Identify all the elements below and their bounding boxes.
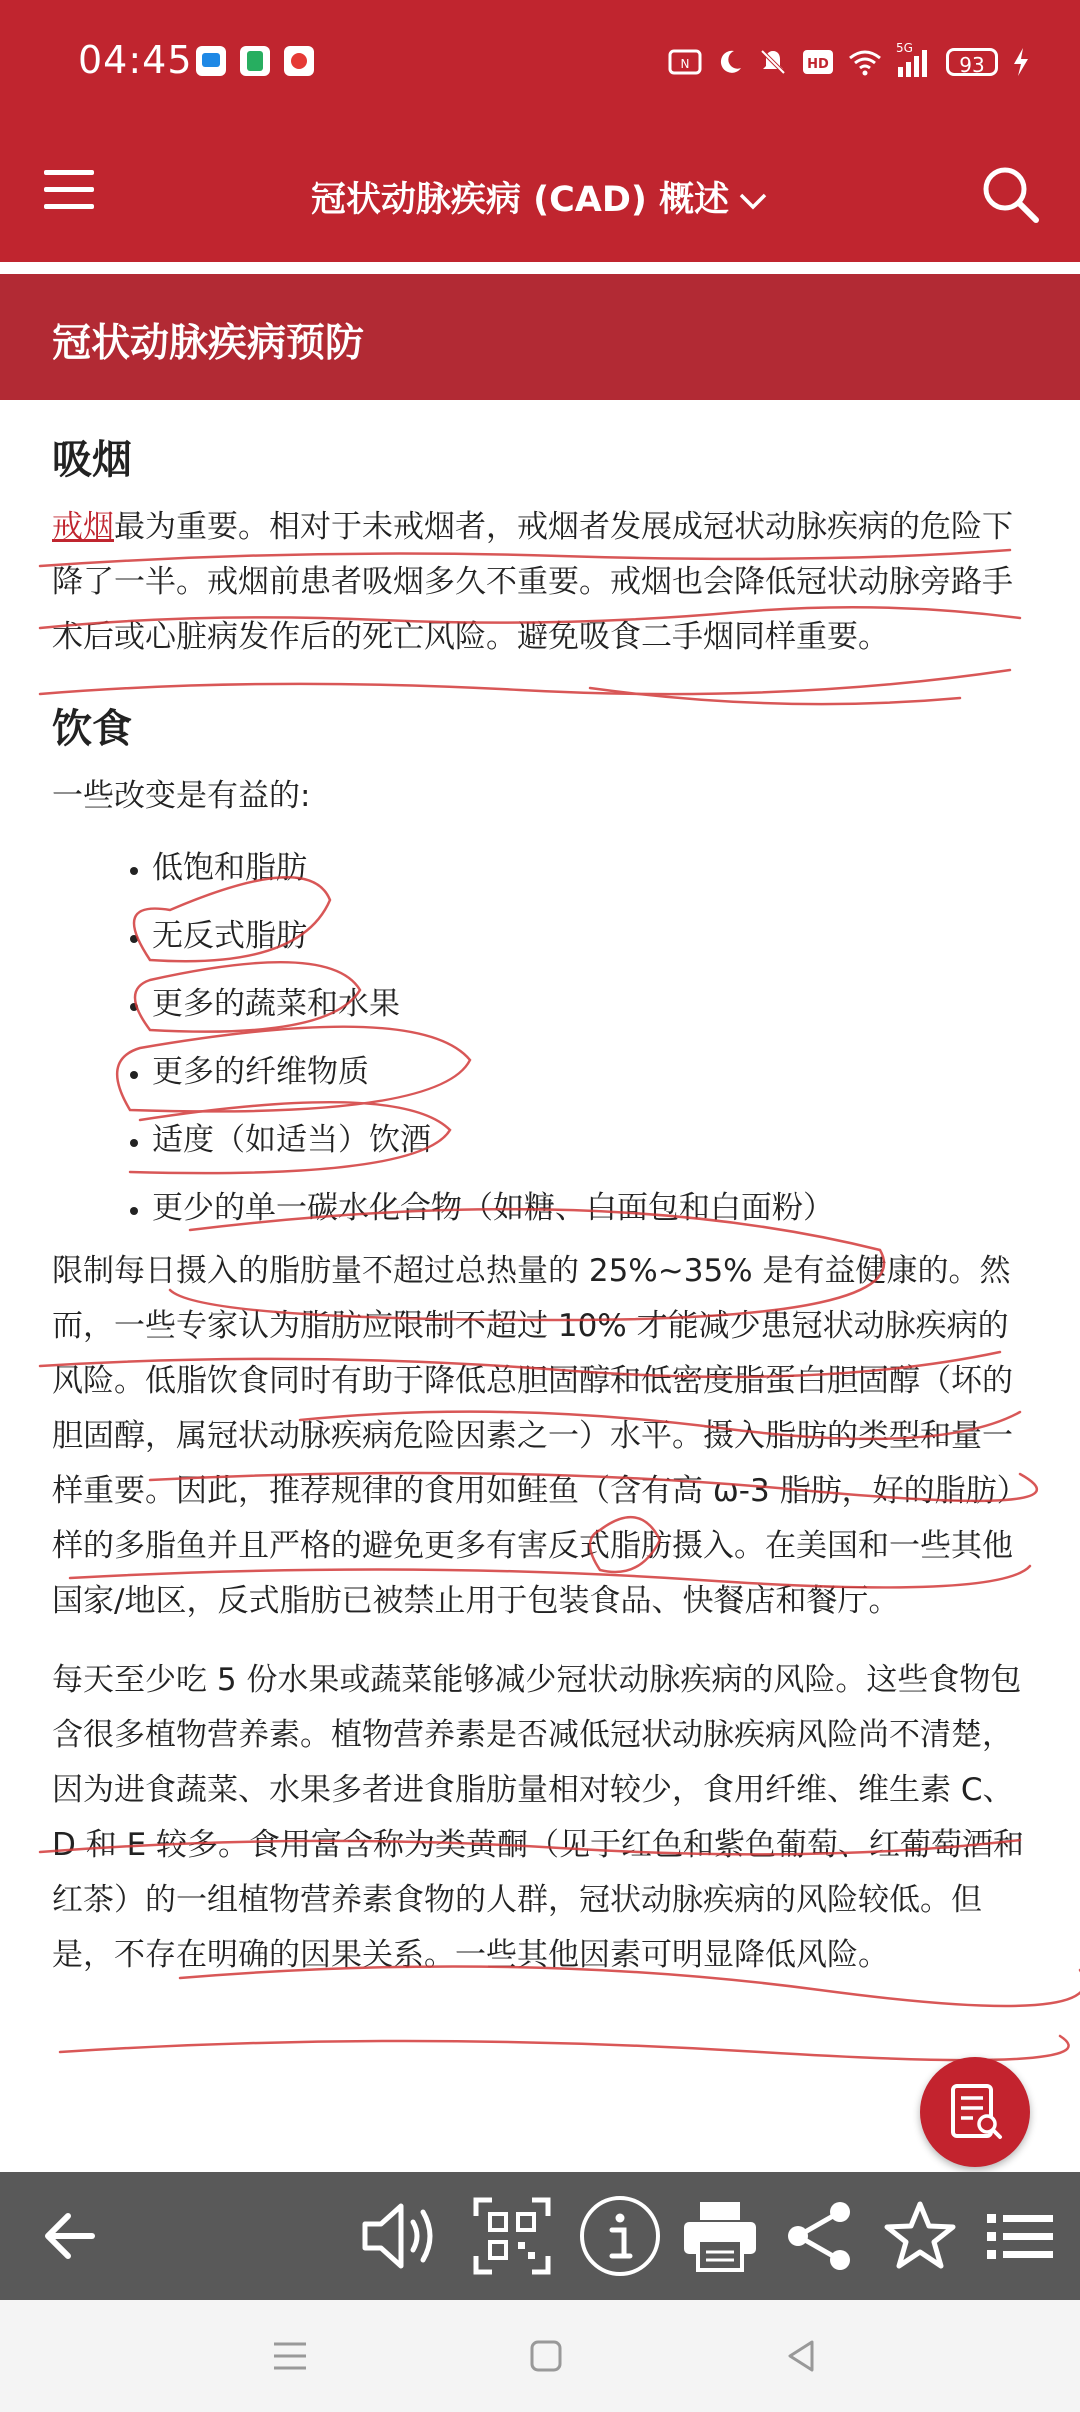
top-bar (0, 0, 1080, 262)
share-button[interactable] (770, 2186, 870, 2286)
quit-smoking-link[interactable]: 戒烟 (52, 509, 114, 545)
bottom-toolbar (0, 2172, 1080, 2300)
nfc-icon (668, 48, 702, 76)
moon-icon (716, 48, 744, 76)
list-item: • 更多的纤维物质 (152, 1038, 1032, 1106)
qr-scan-button[interactable] (462, 2186, 562, 2286)
share-icon (782, 2198, 858, 2274)
notification-app-icon-1 (196, 46, 226, 76)
app-bar (0, 120, 1080, 262)
list-item: • 更多的蔬菜和水果 (152, 970, 1032, 1038)
charging-icon (1012, 47, 1030, 77)
info-icon (578, 2194, 662, 2278)
document-search-icon (943, 2080, 1007, 2144)
status-bar (0, 0, 1080, 120)
back-button[interactable] (20, 2186, 120, 2286)
speaker-icon (357, 2196, 443, 2276)
reader-fab-button[interactable] (920, 2057, 1030, 2167)
list-item: • 无反式脂肪 (152, 902, 1032, 970)
wifi-icon (848, 48, 882, 76)
smoking-heading: 吸烟 (52, 437, 132, 483)
article-content[interactable] (52, 410, 1032, 1993)
app-title: 冠状动脉疾病 (CAD) 概述 (310, 180, 730, 220)
system-back-button[interactable] (772, 2330, 832, 2382)
diet-list (52, 834, 1032, 1242)
svg-text:HD: HD (807, 57, 829, 72)
home-button[interactable] (516, 2330, 576, 2382)
list-item: • 适度（如适当）饮酒 (152, 1106, 1032, 1174)
signal-icon (896, 41, 932, 77)
diet-paragraph-fat: 限制每日摄入的脂肪量不超过总热量的 25%~35% 是有益健康的。然而，一些专家认为脂肪应限制不超过 10% 才能减少患冠状动脉疾病的风险。低脂饮食同时有助于降低总胆固醇和低密度脂蛋白胆固醇（坏的胆固醇，属冠状动脉疾病危险因素之一）水平。摄入脂肪的类型和量一样重要。因此，推荐规律的食用如鲑鱼（含有高 ω-3 脂肪，好的脂肪）样的多脂鱼并且严格的避免更多有害反式脂肪摄入。在美国和一些其他国家/地区，反式脂肪已被禁止用于包装食品、快餐店和餐厅。 (52, 1253, 1028, 1619)
diet-heading: 饮食 (52, 706, 132, 752)
status-time: 04:45 (78, 38, 193, 82)
diet-paragraph-fruit: 每天至少吃 5 份水果或蔬菜能够减少冠状动脉疾病的风险。这些食物包含很多植物营养素。植物营养素是否减低冠状动脉疾病风险尚不清楚，因为进食蔬菜、水果多者进食脂肪量相对较少，食用纤维、维生素 C、D 和 E 较多。食用富含称为类黄酮（见于红色和紫色葡萄、红葡萄酒和红茶）的一组植物营养素食物的人群，冠状动脉疾病的风险较低。但是，不存在明确的因果关系。一些其他因素可明显降低风险。 (52, 1662, 1025, 1973)
app-title-dropdown[interactable] (0, 172, 1080, 222)
star-icon (882, 2198, 958, 2274)
back-icon (782, 2336, 822, 2376)
section-header (0, 274, 1080, 400)
home-icon (526, 2336, 566, 2376)
list-item: • 低饱和脂肪 (152, 834, 1032, 902)
favorite-button[interactable] (870, 2186, 970, 2286)
list-item: • 更少的单一碳水化合物（如糖、白面包和白面粉） (152, 1174, 1032, 1242)
speaker-button[interactable] (350, 2186, 450, 2286)
list-icon (985, 2206, 1055, 2266)
notification-app-icon-2 (240, 46, 270, 76)
chevron-down-icon (737, 190, 769, 212)
qr-scan-icon (470, 2194, 554, 2278)
print-icon (680, 2198, 760, 2274)
network-type: 5G (896, 41, 913, 55)
status-icons (668, 40, 1030, 84)
recents-button[interactable] (260, 2330, 320, 2382)
info-button[interactable] (570, 2186, 670, 2286)
divider (0, 262, 1080, 274)
system-nav-bar (0, 2300, 1080, 2412)
search-icon[interactable] (978, 162, 1042, 226)
contents-button[interactable] (970, 2186, 1070, 2286)
back-arrow-icon (38, 2204, 102, 2268)
recents-icon (270, 2338, 310, 2374)
print-button[interactable] (670, 2186, 770, 2286)
hd-icon (802, 48, 834, 76)
notification-app-icon-3 (284, 46, 314, 76)
battery-icon: 93 (946, 48, 998, 76)
svg-text:N: N (680, 57, 690, 71)
smoking-paragraph: 戒烟最为重要。相对于未戒烟者，戒烟者发展成冠状动脉疾病的危险下降了一半。戒烟前患者吸烟多久不重要。戒烟也会降低冠状动脉旁路手术后或心脏病发作后的死亡风险。避免吸食二手烟同样重要。 (52, 509, 1013, 655)
diet-intro: 一些改变是有益的: (52, 778, 311, 814)
bell-off-icon (758, 47, 788, 77)
section-title: 冠状动脉疾病预防 (52, 321, 365, 366)
